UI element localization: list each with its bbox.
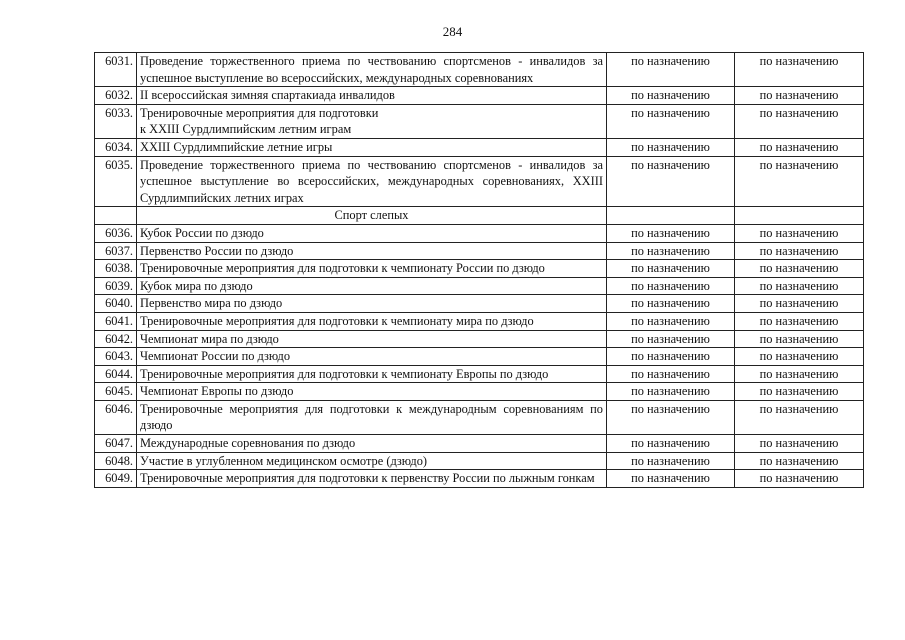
table-row <box>95 348 864 366</box>
row-number: 6033. <box>95 104 137 138</box>
event-name <box>137 277 607 295</box>
schedule-cell: по назначению <box>607 312 735 330</box>
event-name <box>137 104 607 138</box>
row-number: 6046. <box>95 400 137 434</box>
event-name <box>137 242 607 260</box>
row-number: 6045. <box>95 383 137 401</box>
row-number: 6044. <box>95 365 137 383</box>
schedule-cell: по назначению <box>607 242 735 260</box>
schedule-cell: по назначению <box>607 435 735 453</box>
section-title: Спорт слепых <box>137 207 607 225</box>
table-row <box>95 138 864 156</box>
schedule-cell: по назначению <box>607 365 735 383</box>
event-name <box>137 312 607 330</box>
venue-cell: по назначению <box>735 470 864 488</box>
event-name-line: II всероссийская зимняя спартакиада инвалидов <box>140 88 395 103</box>
row-number: 6032. <box>95 87 137 105</box>
row-number: 6047. <box>95 435 137 453</box>
event-name <box>137 470 607 488</box>
venue-cell: по назначению <box>735 138 864 156</box>
venue-cell: по назначению <box>735 452 864 470</box>
section-empty-cell <box>735 207 864 225</box>
row-number: 6048. <box>95 452 137 470</box>
row-number: 6037. <box>95 242 137 260</box>
venue-cell: по назначению <box>735 242 864 260</box>
table-row <box>95 470 864 488</box>
event-name-line: к XXIII Сурдлимпийским летним играм <box>140 122 352 137</box>
table-row <box>95 400 864 434</box>
table-row <box>95 383 864 401</box>
event-name <box>137 156 607 207</box>
section-empty-cell <box>607 207 735 225</box>
schedule-cell: по назначению <box>607 156 735 207</box>
row-number: 6041. <box>95 312 137 330</box>
table-row <box>95 452 864 470</box>
venue-cell: по назначению <box>735 365 864 383</box>
venue-cell: по назначению <box>735 312 864 330</box>
event-name-line: Чемпионат России по дзюдо <box>140 349 291 364</box>
venue-cell: по назначению <box>735 435 864 453</box>
schedule-cell: по назначению <box>607 295 735 313</box>
event-name <box>137 365 607 383</box>
schedule-cell: по назначению <box>607 53 735 87</box>
row-number: 6031. <box>95 53 137 87</box>
event-name-line: Тренировочные мероприятия для подготовки к чемпионату Европы по дзюдо <box>140 366 549 381</box>
venue-cell: по назначению <box>735 295 864 313</box>
row-number: 6034. <box>95 138 137 156</box>
schedule-cell: по назначению <box>607 330 735 348</box>
table-row <box>95 312 864 330</box>
venue-cell: по назначению <box>735 383 864 401</box>
event-name <box>137 435 607 453</box>
table-row <box>95 53 864 87</box>
schedule-cell: по назначению <box>607 348 735 366</box>
event-name <box>137 383 607 401</box>
event-name-line: XXIII Сурдлимпийские летние игры <box>140 139 333 154</box>
event-name-line: Тренировочные мероприятия для подготовки к международным соревнованиям по дзюдо <box>140 401 603 433</box>
venue-cell: по назначению <box>735 87 864 105</box>
event-name-line: Первенство мира по дзюдо <box>140 296 283 311</box>
venue-cell: по назначению <box>735 53 864 87</box>
table-row <box>95 224 864 242</box>
venue-cell: по назначению <box>735 277 864 295</box>
schedule-cell: по назначению <box>607 470 735 488</box>
venue-cell: по назначению <box>735 400 864 434</box>
table-row <box>95 435 864 453</box>
table-row <box>95 156 864 207</box>
event-name-line: Тренировочные мероприятия для подготовки к чемпионату мира по дзюдо <box>140 313 534 328</box>
table-body <box>95 53 864 488</box>
table-row <box>95 277 864 295</box>
event-name-line: Тренировочные мероприятия для подготовки <box>140 105 379 120</box>
schedule-cell: по назначению <box>607 104 735 138</box>
row-number: 6036. <box>95 224 137 242</box>
event-name-line: Проведение торжественного приема по чествованию спортсменов - инвалидов за успешное выступление во всероссийских, международных соревнованиях, XXIII Сурдлимпийских летних играх <box>140 157 603 205</box>
event-name-line: Международные соревнования по дзюдо <box>140 436 356 451</box>
event-name-line: Чемпионат мира по дзюдо <box>140 331 279 346</box>
section-num-cell <box>95 207 137 225</box>
event-name-line: Тренировочные мероприятия для подготовки к первенству России по лыжным гонкам <box>140 471 595 486</box>
table-row <box>95 295 864 313</box>
event-name-line: Проведение торжественного приема по чествованию спортсменов - инвалидов за успешное выступление во всероссийских, международных соревнованиях <box>140 54 603 85</box>
event-name-line: Первенство России по дзюдо <box>140 243 294 258</box>
row-number: 6039. <box>95 277 137 295</box>
venue-cell: по назначению <box>735 156 864 207</box>
event-name <box>137 53 607 87</box>
schedule-cell: по назначению <box>607 138 735 156</box>
table-row <box>95 87 864 105</box>
row-number: 6040. <box>95 295 137 313</box>
schedule-cell: по назначению <box>607 452 735 470</box>
section-row <box>95 207 864 225</box>
event-name <box>137 87 607 105</box>
event-name <box>137 295 607 313</box>
venue-cell: по назначению <box>735 104 864 138</box>
venue-cell: по назначению <box>735 330 864 348</box>
table-row <box>95 365 864 383</box>
schedule-cell: по назначению <box>607 224 735 242</box>
event-name <box>137 330 607 348</box>
schedule-cell: по назначению <box>607 400 735 434</box>
event-name <box>137 452 607 470</box>
table-row <box>95 260 864 278</box>
venue-cell: по назначению <box>735 224 864 242</box>
event-name <box>137 138 607 156</box>
table-row <box>95 330 864 348</box>
schedule-cell: по назначению <box>607 277 735 295</box>
events-table <box>94 52 864 488</box>
row-number: 6035. <box>95 156 137 207</box>
table-row <box>95 242 864 260</box>
venue-cell: по назначению <box>735 348 864 366</box>
row-number: 6042. <box>95 330 137 348</box>
schedule-cell: по назначению <box>607 260 735 278</box>
schedule-cell: по назначению <box>607 87 735 105</box>
event-name-line: Кубок России по дзюдо <box>140 225 264 240</box>
event-name <box>137 224 607 242</box>
table-row <box>95 104 864 138</box>
event-name-line: Тренировочные мероприятия для подготовки к чемпионату России по дзюдо <box>140 261 545 276</box>
row-number: 6038. <box>95 260 137 278</box>
row-number: 6043. <box>95 348 137 366</box>
event-name <box>137 400 607 434</box>
event-name <box>137 260 607 278</box>
event-name-line: Участие в углубленном медицинском осмотре (дзюдо) <box>140 453 428 468</box>
schedule-cell: по назначению <box>607 383 735 401</box>
row-number: 6049. <box>95 470 137 488</box>
page-number: 284 <box>442 24 463 39</box>
venue-cell: по назначению <box>735 260 864 278</box>
event-name-line: Кубок мира по дзюдо <box>140 278 253 293</box>
event-name <box>137 348 607 366</box>
event-name-line: Чемпионат Европы по дзюдо <box>140 384 294 399</box>
